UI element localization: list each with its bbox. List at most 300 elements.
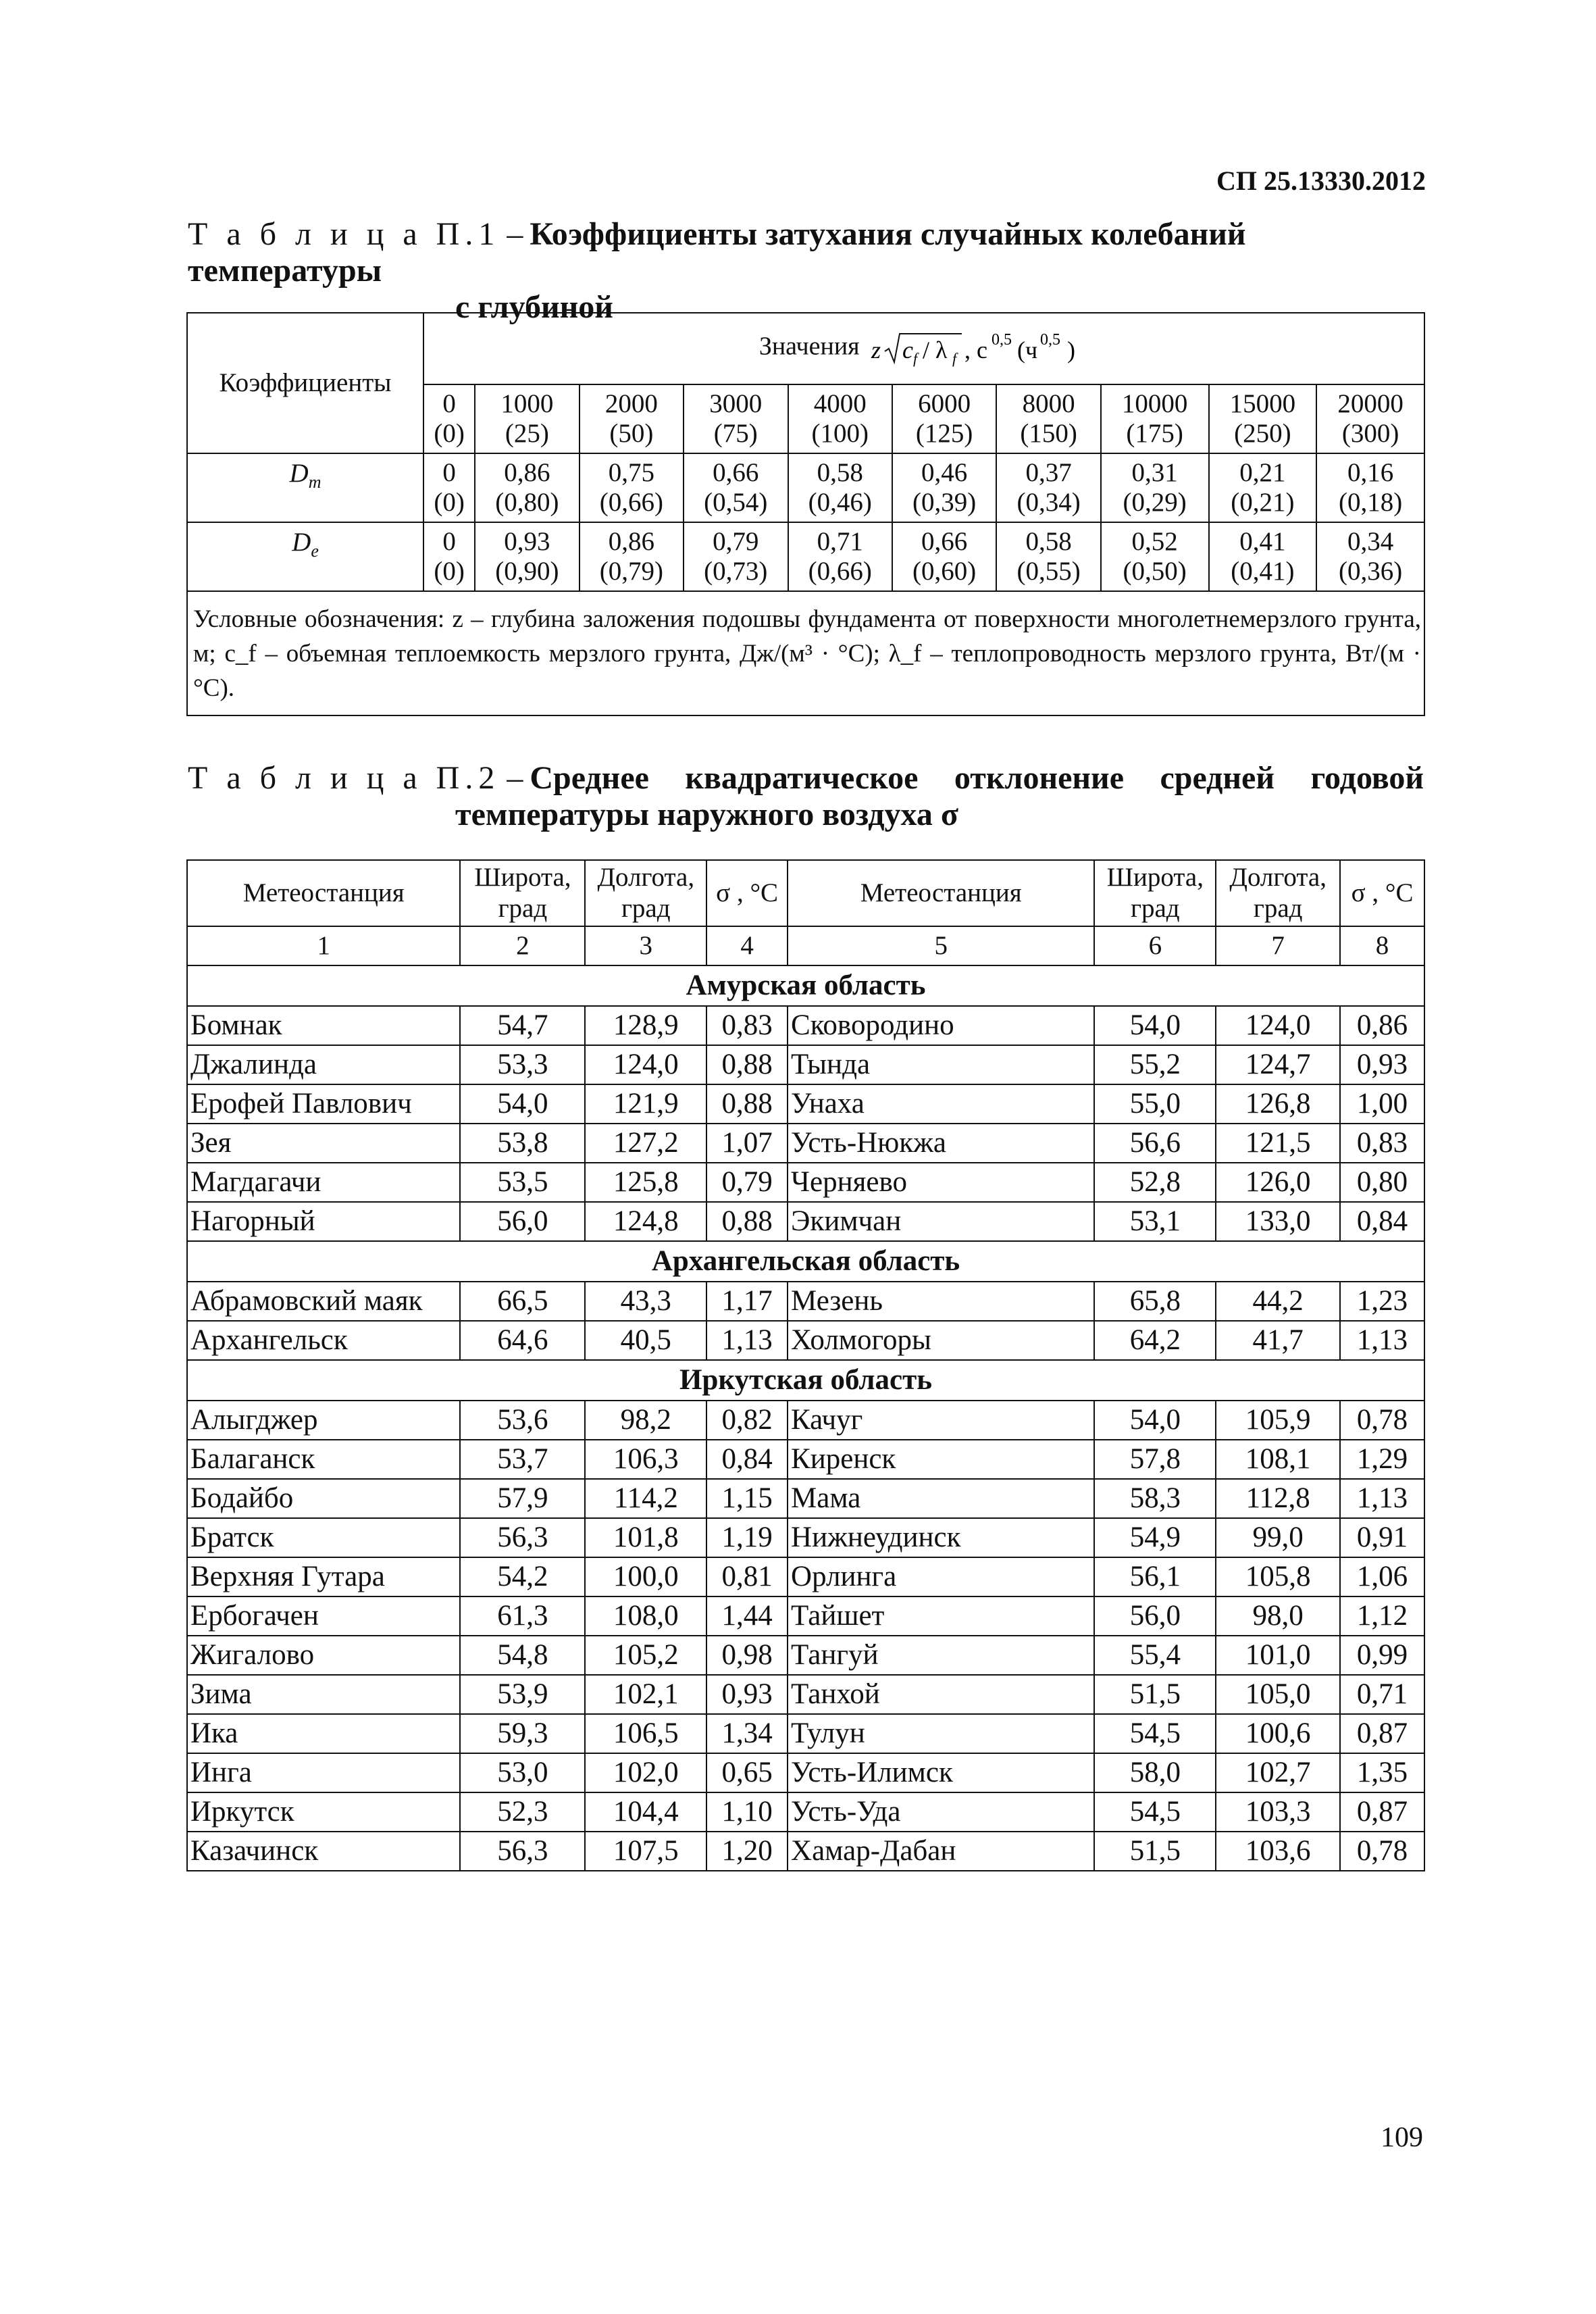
station-value: 128,9 [585,1006,706,1045]
table-row [187,1440,1424,1479]
coefficient-cell [475,453,579,522]
table1-dash: – [507,216,523,252]
station-value: 124,0 [1216,1006,1340,1045]
coefficient-cell [1209,522,1317,591]
station-value: 55,4 [1094,1636,1216,1675]
coefficient-value-alt: (0,18) [1338,488,1403,517]
coefficient-value: 0,37 [1025,458,1072,487]
station-value: 53,7 [460,1440,585,1479]
coefficient-cell [1101,453,1209,522]
column-value-alt: (100) [811,419,869,448]
station-name: Холмогоры [788,1321,1094,1360]
column-number: 2 [460,926,585,965]
coefficient-value: 0,58 [1025,527,1072,556]
column-header: Метеостанция [788,860,1094,926]
column-value-alt: (0) [434,419,465,448]
station-value: 105,8 [1216,1557,1340,1596]
table-row [187,1163,1424,1202]
coefficient-cell [684,522,788,591]
table2-temperature-deviation [186,859,1425,1871]
station-name: Братск [187,1518,460,1557]
station-value: 103,3 [1216,1792,1340,1832]
coefficient-cell [1209,453,1317,522]
station-value: 56,3 [460,1518,585,1557]
table2-label: Т а б л и ц а П.2 [188,760,500,796]
coefficient-value-alt: (0) [434,488,465,517]
column-value: 8000 [1022,389,1075,418]
station-value: 98,2 [585,1401,706,1440]
station-value: 41,7 [1216,1321,1340,1360]
column-number: 6 [1094,926,1216,965]
station-value: 105,9 [1216,1401,1340,1440]
region-name: Иркутская область [187,1360,1424,1401]
table2-label-group [188,760,649,797]
coefficient-value-alt: (0,80) [495,488,559,517]
column-header: Широта, град [460,860,585,926]
station-value: 102,0 [585,1753,706,1792]
coefficient-symbol: D [292,528,311,557]
station-value: 0,91 [1340,1518,1424,1557]
table-row [187,1518,1424,1557]
station-value: 0,99 [1340,1636,1424,1675]
coefficient-value-alt: (0,36) [1338,557,1403,586]
column-value-alt: (150) [1020,419,1077,448]
svg-text:0,5: 0,5 [1040,331,1061,349]
station-value: 124,8 [585,1202,706,1241]
coefficient-value-alt: (0,34) [1016,488,1081,517]
station-name: Инга [187,1753,460,1792]
station-value: 125,8 [585,1163,706,1202]
station-value: 105,0 [1216,1675,1340,1714]
station-value: 0,87 [1340,1792,1424,1832]
station-value: 0,83 [706,1006,788,1045]
table-row [187,1401,1424,1440]
coefficient-cell [996,522,1100,591]
table1-title-line2: с глубиной [455,289,613,325]
station-value: 54,0 [1094,1006,1216,1045]
column-value: 3000 [709,389,763,418]
table1-label: Т а б л и ц а П.1 [188,216,500,252]
coefficient-value-alt: (0,60) [912,557,977,586]
value-column-header [423,384,475,453]
station-name: Казачинск [187,1832,460,1871]
coefficient-cell [1101,522,1209,591]
station-value: 100,6 [1216,1714,1340,1753]
table1-caption [188,216,1424,326]
column-number: 5 [788,926,1094,965]
station-name: Джалинда [187,1045,460,1084]
table1-header-row [187,313,1424,384]
coefficient-subscript: e [311,540,319,561]
svg-text:c: c [902,336,914,363]
column-number: 4 [706,926,788,965]
station-name: Абрамовский маяк [187,1282,460,1321]
coefficient-cell [1316,453,1424,522]
station-name: Мама [788,1479,1094,1518]
column-value-alt: (125) [915,419,973,448]
column-value-alt: (250) [1234,419,1291,448]
table2-title-word: Среднее [530,760,649,796]
coefficient-value: 0,34 [1347,527,1394,556]
station-name: Зея [187,1124,460,1163]
column-value: 1000 [500,389,554,418]
coefficient-value: 0,21 [1239,458,1286,487]
column-value: 2000 [604,389,658,418]
coefficient-label [187,453,423,522]
coefficient-value-alt: (0) [434,557,465,586]
station-name: Унаха [788,1084,1094,1124]
station-value: 1,15 [706,1479,788,1518]
station-value: 56,0 [460,1202,585,1241]
station-value: 121,5 [1216,1124,1340,1163]
table-row [187,1202,1424,1241]
station-value: 124,0 [585,1045,706,1084]
table2-title-word: годовой [1310,760,1424,796]
column-value-alt: (175) [1126,419,1183,448]
coefficient-value: 0,71 [817,527,863,556]
column-value-alt: (50) [609,419,654,448]
coefficient-value-alt: (0,39) [912,488,977,517]
station-value: 56,3 [460,1832,585,1871]
station-value: 1,20 [706,1832,788,1871]
coefficient-cell [580,453,684,522]
coefficient-row [187,522,1424,591]
station-value: 64,2 [1094,1321,1216,1360]
station-name: Архангельск [187,1321,460,1360]
table-row [187,1006,1424,1045]
station-value: 51,5 [1094,1832,1216,1871]
station-value: 108,0 [585,1596,706,1636]
svg-text:): ) [1067,336,1076,363]
coefficient-value-alt: (0,21) [1231,488,1295,517]
station-value: 102,7 [1216,1753,1340,1792]
table2-header-row [187,860,1424,926]
station-name: Магдагачи [187,1163,460,1202]
coefficient-value: 0,66 [713,458,759,487]
station-value: 56,0 [1094,1596,1216,1636]
station-value: 1,17 [706,1282,788,1321]
station-name: Иркутск [187,1792,460,1832]
table-row [187,1714,1424,1753]
station-value: 98,0 [1216,1596,1340,1636]
table1-notes: Условные обозначения: z – глубина заложения подошвы фундамента от поверхности многолетнемерзлого грунта, м; c_f – объемная теплоемкость мерзлого грунта, Дж/(м³ · °С); λ_f – теплопроводность мерзлого грунта, Вт/(м · °С). [187,591,1424,715]
station-value: 61,3 [460,1596,585,1636]
values-formula [866,328,1089,369]
station-value: 53,1 [1094,1202,1216,1241]
table-row [187,1675,1424,1714]
station-value: 126,0 [1216,1163,1340,1202]
station-name: Хамар-Дабан [788,1832,1094,1871]
svg-text:z: z [871,336,881,363]
station-value: 0,93 [1340,1045,1424,1084]
coefficient-cell [788,453,892,522]
coefficient-value-alt: (0,54) [704,488,768,517]
station-value: 1,34 [706,1714,788,1753]
column-number: 1 [187,926,460,965]
station-value: 1,29 [1340,1440,1424,1479]
station-value: 124,7 [1216,1045,1340,1084]
station-name: Алыгджер [187,1401,460,1440]
table2-number-row [187,926,1424,965]
svg-text:0,5: 0,5 [992,331,1012,349]
station-value: 114,2 [585,1479,706,1518]
coefficient-value: 0,46 [921,458,968,487]
station-value: 52,3 [460,1792,585,1832]
coefficient-value: 0 [442,458,456,487]
coefficient-value-alt: (0,41) [1231,557,1295,586]
station-value: 52,8 [1094,1163,1216,1202]
column-header: Широта, град [1094,860,1216,926]
coefficient-cell [1316,522,1424,591]
station-value: 55,0 [1094,1084,1216,1124]
table-row [187,1282,1424,1321]
table1-body [187,313,1424,715]
station-value: 1,19 [706,1518,788,1557]
station-value: 133,0 [1216,1202,1340,1241]
table-row [187,1321,1424,1360]
coefficient-value-alt: (0,50) [1123,557,1187,586]
station-value: 53,3 [460,1045,585,1084]
coefficient-value-alt: (0,66) [808,557,872,586]
table-row [187,1636,1424,1675]
station-name: Балаганск [187,1440,460,1479]
station-value: 0,88 [706,1084,788,1124]
station-value: 54,7 [460,1006,585,1045]
column-value: 4000 [813,389,867,418]
station-value: 58,0 [1094,1753,1216,1792]
column-number: 3 [585,926,706,965]
station-value: 1,44 [706,1596,788,1636]
value-column-header [996,384,1100,453]
station-value: 65,8 [1094,1282,1216,1321]
station-name: Танхой [788,1675,1094,1714]
column-number: 7 [1216,926,1340,965]
station-name: Нижнеудинск [788,1518,1094,1557]
station-value: 40,5 [585,1321,706,1360]
station-name: Бодайбо [187,1479,460,1518]
coefficient-value-alt: (0,66) [599,488,663,517]
station-value: 1,13 [1340,1479,1424,1518]
coefficient-cell [684,453,788,522]
station-name: Мезень [788,1282,1094,1321]
station-value: 1,12 [1340,1596,1424,1636]
station-value: 126,8 [1216,1084,1340,1124]
column-value-alt: (300) [1341,419,1399,448]
coefficient-value-alt: (0,46) [808,488,872,517]
table-row [187,1045,1424,1084]
station-value: 121,9 [585,1084,706,1124]
coefficient-cell [892,453,996,522]
column-value: 6000 [918,389,971,418]
value-column-header [1101,384,1209,453]
coefficient-value: 0,52 [1131,527,1178,556]
station-name: Бомнак [187,1006,460,1045]
station-value: 64,6 [460,1321,585,1360]
coefficient-cell [423,453,475,522]
station-value: 1,23 [1340,1282,1424,1321]
table2-caption [188,760,1424,833]
coefficient-symbol: D [289,459,309,488]
station-value: 51,5 [1094,1675,1216,1714]
table2-title-word: средней [1160,760,1275,796]
table-row [187,1753,1424,1792]
station-value: 106,5 [585,1714,706,1753]
value-column-header [580,384,684,453]
station-value: 99,0 [1216,1518,1340,1557]
table-row [187,1792,1424,1832]
table2-title-word: квадратическое [685,760,919,796]
coefficient-value: 0,16 [1347,458,1394,487]
station-value: 112,8 [1216,1479,1340,1518]
station-value: 1,00 [1340,1084,1424,1124]
station-name: Нагорный [187,1202,460,1241]
coefficient-cell [475,522,579,591]
coefficient-value: 0,58 [817,458,863,487]
station-value: 100,0 [585,1557,706,1596]
table-row [187,1596,1424,1636]
table-row [187,1084,1424,1124]
column-value-alt: (75) [713,419,758,448]
station-value: 0,93 [706,1675,788,1714]
station-name: Усть-Уда [788,1792,1094,1832]
station-value: 57,8 [1094,1440,1216,1479]
station-value: 0,78 [1340,1832,1424,1871]
station-name: Ика [187,1714,460,1753]
station-value: 105,2 [585,1636,706,1675]
coefficient-value: 0 [442,527,456,556]
station-value: 54,5 [1094,1792,1216,1832]
station-value: 0,84 [1340,1202,1424,1241]
station-value: 0,79 [706,1163,788,1202]
station-name: Экимчан [788,1202,1094,1241]
coefficient-value: 0,86 [608,527,654,556]
svg-text:, с: , с [964,336,988,363]
station-value: 56,1 [1094,1557,1216,1596]
value-column-header [892,384,996,453]
column-header: σ , °С [1340,860,1424,926]
svg-text:f: f [952,350,957,367]
value-column-header [788,384,892,453]
station-value: 0,82 [706,1401,788,1440]
station-name: Тында [788,1045,1094,1084]
station-name: Киренск [788,1440,1094,1479]
table2-title-word: отклонение [954,760,1125,796]
station-name: Усть-Нюкжа [788,1124,1094,1163]
station-value: 1,13 [1340,1321,1424,1360]
station-value: 1,10 [706,1792,788,1832]
station-value: 0,88 [706,1202,788,1241]
table-row [187,1832,1424,1871]
column-header: Метеостанция [187,860,460,926]
station-value: 53,6 [460,1401,585,1440]
station-value: 54,0 [1094,1401,1216,1440]
station-value: 66,5 [460,1282,585,1321]
station-name: Орлинга [788,1557,1094,1596]
station-name: Черняево [788,1163,1094,1202]
station-value: 0,86 [1340,1006,1424,1045]
column-header: σ , °С [706,860,788,926]
station-value: 44,2 [1216,1282,1340,1321]
station-value: 53,5 [460,1163,585,1202]
region-row [187,1360,1424,1401]
values-header-prefix: Значения [758,332,860,361]
svg-text:f: f [913,350,918,367]
station-value: 0,71 [1340,1675,1424,1714]
coefficient-value-alt: (0,55) [1016,557,1081,586]
station-value: 54,8 [460,1636,585,1675]
coefficient-value-alt: (0,79) [599,557,663,586]
table1-attenuation-coefficients [186,312,1425,716]
column-header: Долгота, град [585,860,706,926]
coefficient-value: 0,93 [504,527,550,556]
value-column-header [684,384,788,453]
table2-body [187,860,1424,1871]
region-row [187,1241,1424,1282]
station-value: 53,0 [460,1753,585,1792]
column-value-alt: (25) [505,419,549,448]
station-value: 0,78 [1340,1401,1424,1440]
station-name: Качуг [788,1401,1094,1440]
station-name: Усть-Илимск [788,1753,1094,1792]
region-row [187,965,1424,1006]
coefficient-cell [892,522,996,591]
table-row [187,1557,1424,1596]
coefficient-value-alt: (0,90) [495,557,559,586]
station-value: 0,98 [706,1636,788,1675]
coefficient-label [187,522,423,591]
coefficient-subscript: m [308,472,321,492]
coefficient-cell [580,522,684,591]
station-value: 0,88 [706,1045,788,1084]
station-value: 57,9 [460,1479,585,1518]
station-value: 106,3 [585,1440,706,1479]
station-value: 54,0 [460,1084,585,1124]
coefficient-value: 0,66 [921,527,968,556]
station-name: Ербогачен [187,1596,460,1636]
station-value: 102,1 [585,1675,706,1714]
station-value: 1,35 [1340,1753,1424,1792]
station-value: 0,87 [1340,1714,1424,1753]
document-code: СП 25.13330.2012 [1216,166,1426,196]
coefficient-value-alt: (0,29) [1123,488,1187,517]
table2-dash: – [507,760,523,796]
station-name: Ерофей Павлович [187,1084,460,1124]
column-value: 10000 [1121,389,1188,418]
column-value: 0 [442,389,456,418]
station-value: 1,06 [1340,1557,1424,1596]
station-name: Тулун [788,1714,1094,1753]
station-value: 54,2 [460,1557,585,1596]
column-header: Долгота, град [1216,860,1340,926]
svg-text:(ч: (ч [1017,336,1038,363]
station-value: 101,8 [585,1518,706,1557]
column-number: 8 [1340,926,1424,965]
station-value: 107,5 [585,1832,706,1871]
station-value: 54,9 [1094,1518,1216,1557]
page-number: 109 [1381,2122,1423,2153]
station-value: 1,07 [706,1124,788,1163]
region-name: Амурская область [187,965,1424,1006]
table1-title-line1: Коэффициенты затухания случайных колебаний температуры [188,216,1246,288]
values-header [423,313,1424,384]
station-value: 0,81 [706,1557,788,1596]
station-name: Тайшет [788,1596,1094,1636]
station-value: 43,3 [585,1282,706,1321]
station-value: 101,0 [1216,1636,1340,1675]
station-value: 0,80 [1340,1163,1424,1202]
station-value: 1,13 [706,1321,788,1360]
value-column-header [1316,384,1424,453]
